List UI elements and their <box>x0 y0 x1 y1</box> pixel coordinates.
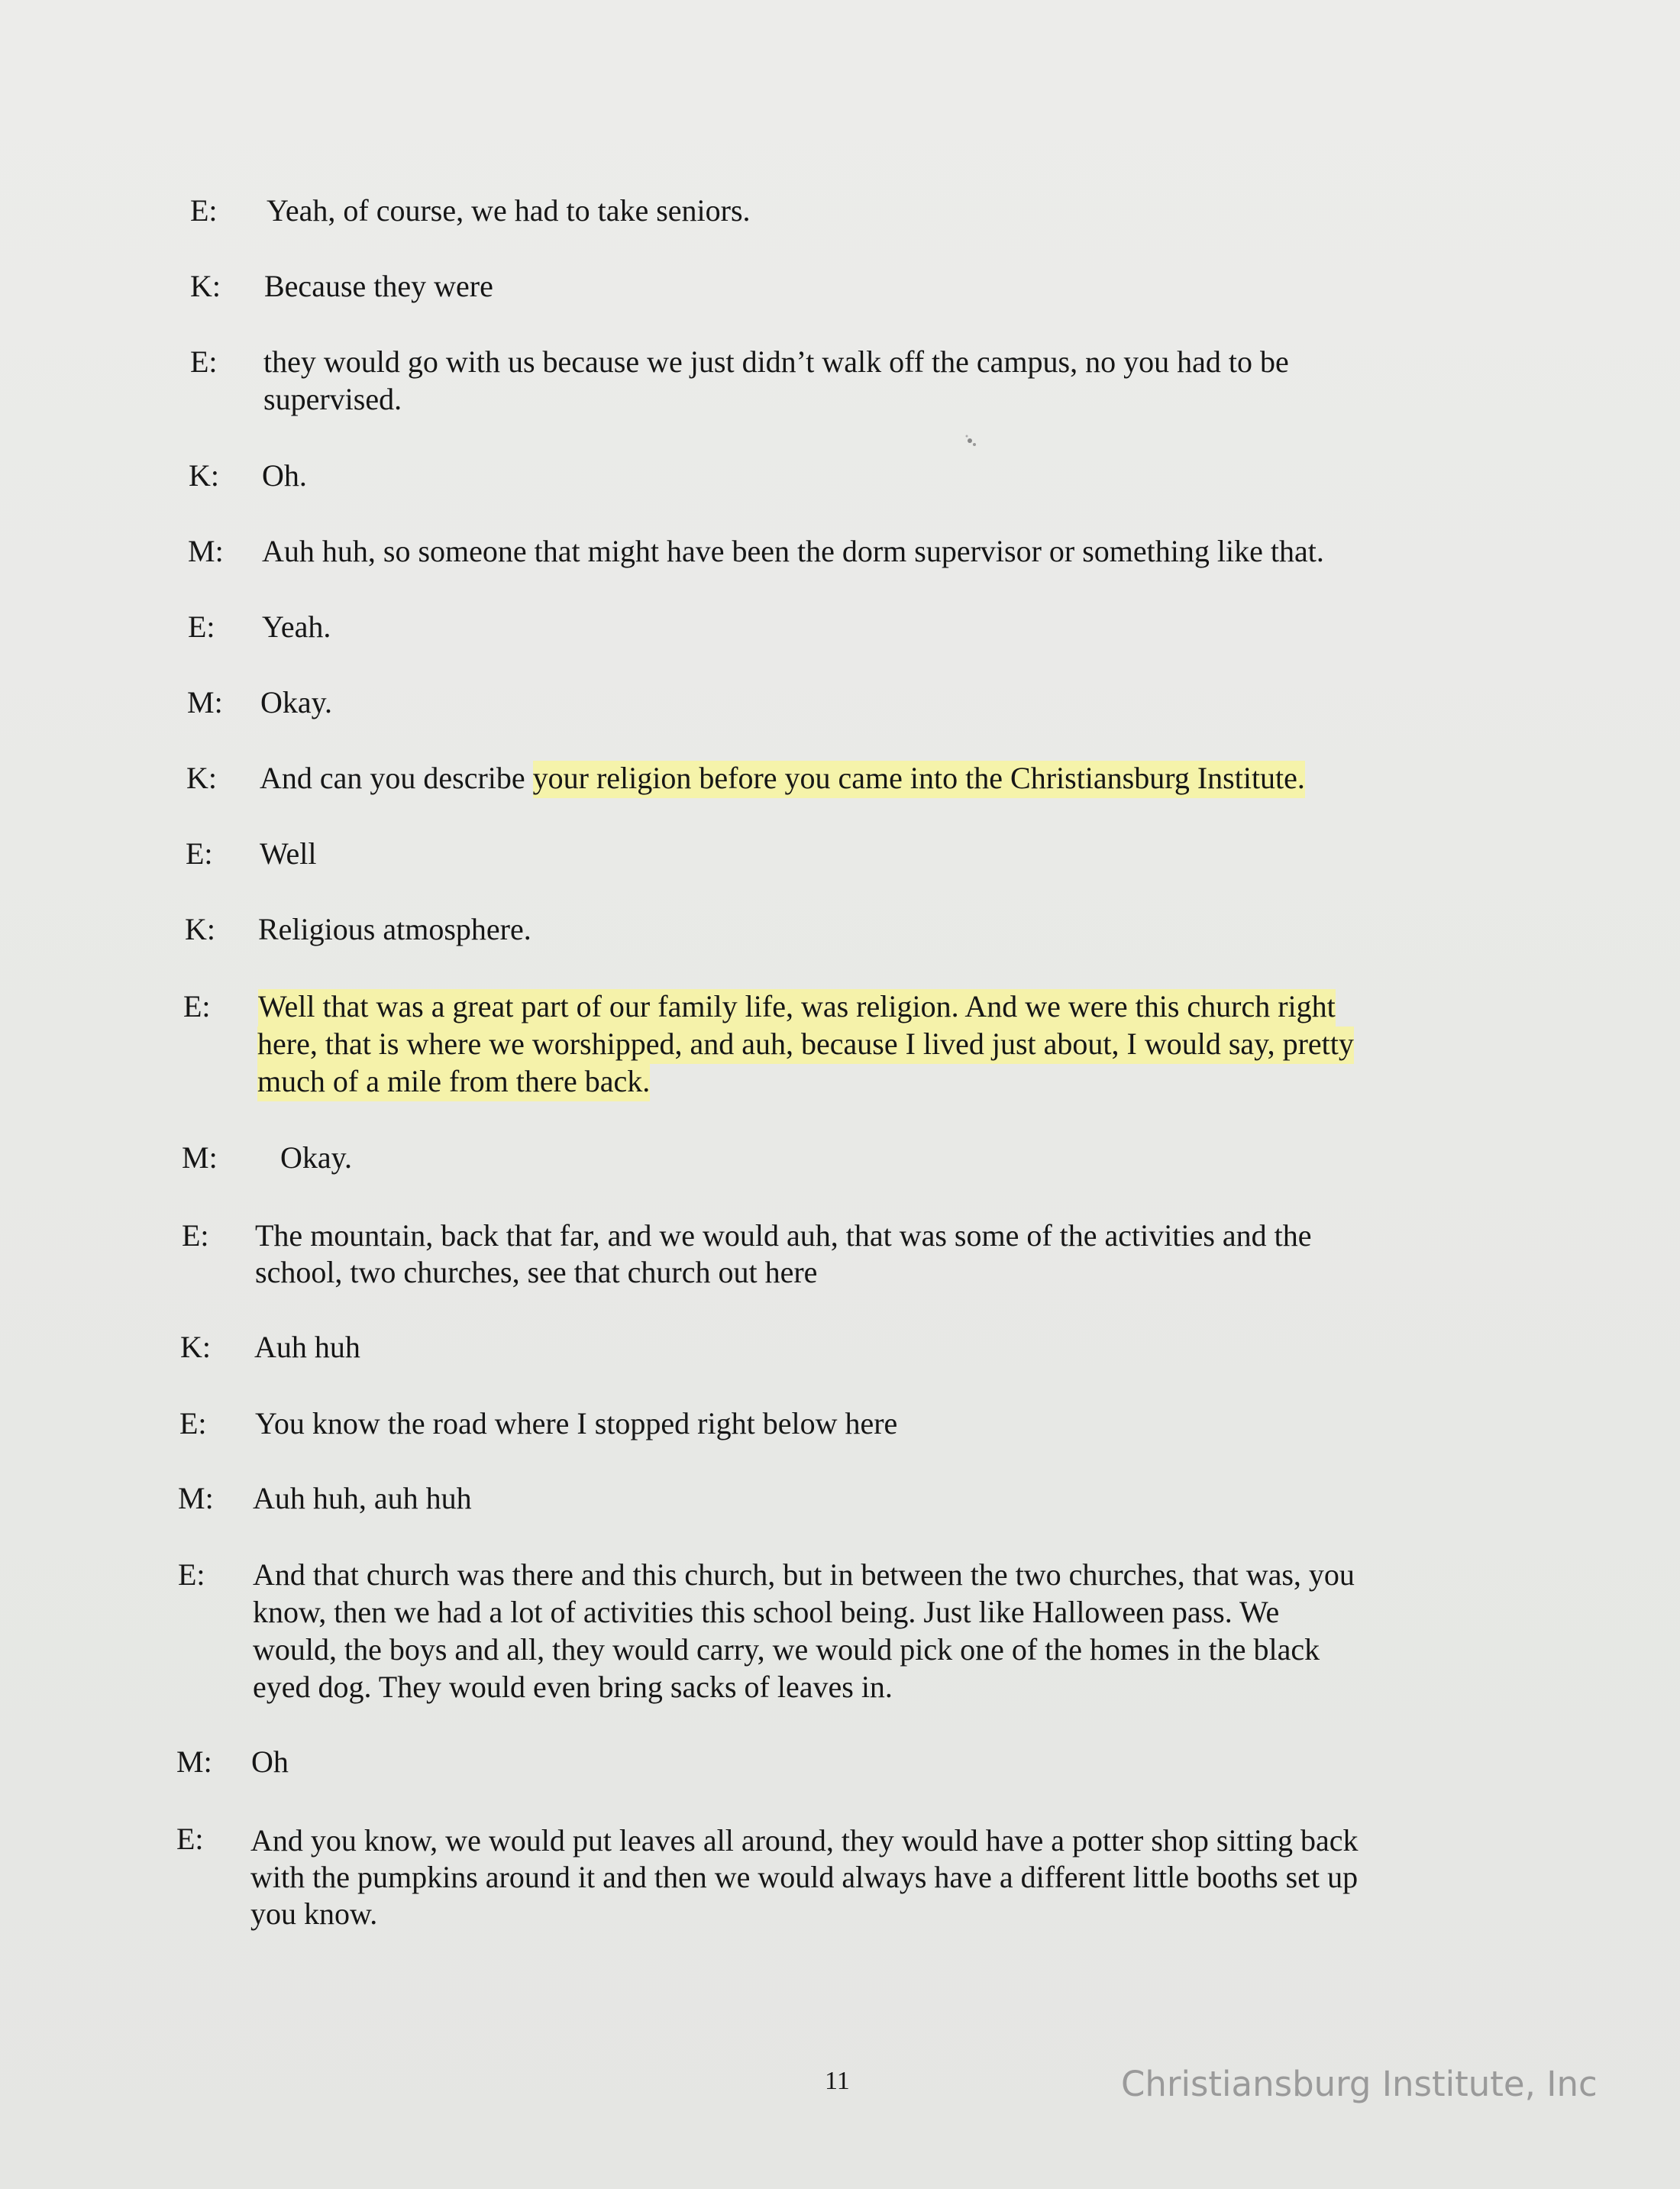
speaker-label: M: <box>178 1481 214 1515</box>
transcript-line: Auh huh, auh huh <box>253 1481 472 1515</box>
page-number: 11 <box>825 2067 850 2095</box>
transcript-line: You know the road where I stopped right below here <box>255 1406 898 1440</box>
speaker-label: E: <box>179 1406 207 1440</box>
transcript-line: Religious atmosphere. <box>258 912 531 946</box>
transcript-line <box>257 1026 1354 1062</box>
speaker-label: K: <box>180 1330 211 1364</box>
speaker-label: E: <box>182 1218 209 1253</box>
speaker-label: E: <box>190 193 218 228</box>
speaker-label: K: <box>185 912 215 946</box>
speaker-label: E: <box>178 1557 205 1592</box>
watermark-text: Christiansburg Institute, Inc <box>1121 2064 1598 2104</box>
transcript-line: Okay. <box>280 1140 353 1175</box>
speaker-label: E: <box>188 609 215 644</box>
speaker-label: M: <box>176 1744 212 1779</box>
transcript-line: And you know, we would put leaves all around, they would have a potter shop sitting back <box>250 1823 1359 1858</box>
highlighted-text: Well that was a great part of our family life, was religion. And we were this church right <box>258 989 1336 1027</box>
transcript-line: eyed dog. They would even bring sacks of leaves in. <box>253 1670 893 1704</box>
transcript-line: Well <box>260 836 317 871</box>
speaker-label: K: <box>186 761 217 795</box>
transcript-line: school, two churches, see that church out here <box>255 1255 818 1289</box>
transcript-line: Auh huh, so someone that might have been the dorm supervisor or something like that. <box>262 534 1324 568</box>
transcript-line: Auh huh <box>254 1330 360 1364</box>
speaker-label: E: <box>186 836 213 871</box>
speaker-label: M: <box>187 685 223 719</box>
paper-speck <box>964 434 981 451</box>
speaker-label: E: <box>176 1822 204 1856</box>
highlighted-text: here, that is where we worshipped, and auh, because I lived just about, I would say, pretty <box>257 1027 1354 1064</box>
transcript-line: supervised. <box>263 382 402 416</box>
speaker-label: K: <box>189 458 219 493</box>
transcript-line: Yeah, of course, we had to take seniors. <box>267 193 751 228</box>
speaker-label: E: <box>190 344 218 379</box>
transcript-line: would, the boys and all, they would carry, we would pick one of the homes in the black <box>253 1632 1320 1667</box>
transcript-line <box>257 1063 650 1100</box>
speaker-label: E: <box>183 989 211 1023</box>
transcript-line: The mountain, back that far, and we would auh, that was some of the activities and the <box>255 1218 1312 1253</box>
transcript-line: And that church was there and this church, but in between the two churches, that was, you <box>253 1557 1355 1592</box>
transcript-line <box>258 988 1336 1025</box>
speaker-label: K: <box>190 269 221 303</box>
transcript-line: And can you describe your religion before you came into the Christiansburg Institute. <box>260 760 1305 797</box>
highlighted-text: your religion before you came into the Christiansburg Institute. <box>533 761 1305 798</box>
transcript-line: Because they were <box>264 269 493 303</box>
transcript-line: Yeah. <box>262 609 331 644</box>
transcript-line: Okay. <box>260 685 333 719</box>
transcript-line: Oh. <box>262 458 307 493</box>
transcript-line: you know. <box>250 1896 378 1931</box>
speaker-label: M: <box>188 534 224 568</box>
highlighted-text: much of a mile from there back. <box>257 1064 650 1101</box>
speaker-label: M: <box>182 1140 218 1175</box>
transcript-line: Oh <box>251 1744 289 1779</box>
transcript-line: with the pumpkins around it and then we would always have a different little booths set up <box>250 1860 1359 1894</box>
transcript-line: know, then we had a lot of activities this school being. Just like Halloween pass. We <box>253 1595 1280 1629</box>
transcript-line: they would go with us because we just didn’t walk off the campus, no you had to be <box>263 344 1289 379</box>
